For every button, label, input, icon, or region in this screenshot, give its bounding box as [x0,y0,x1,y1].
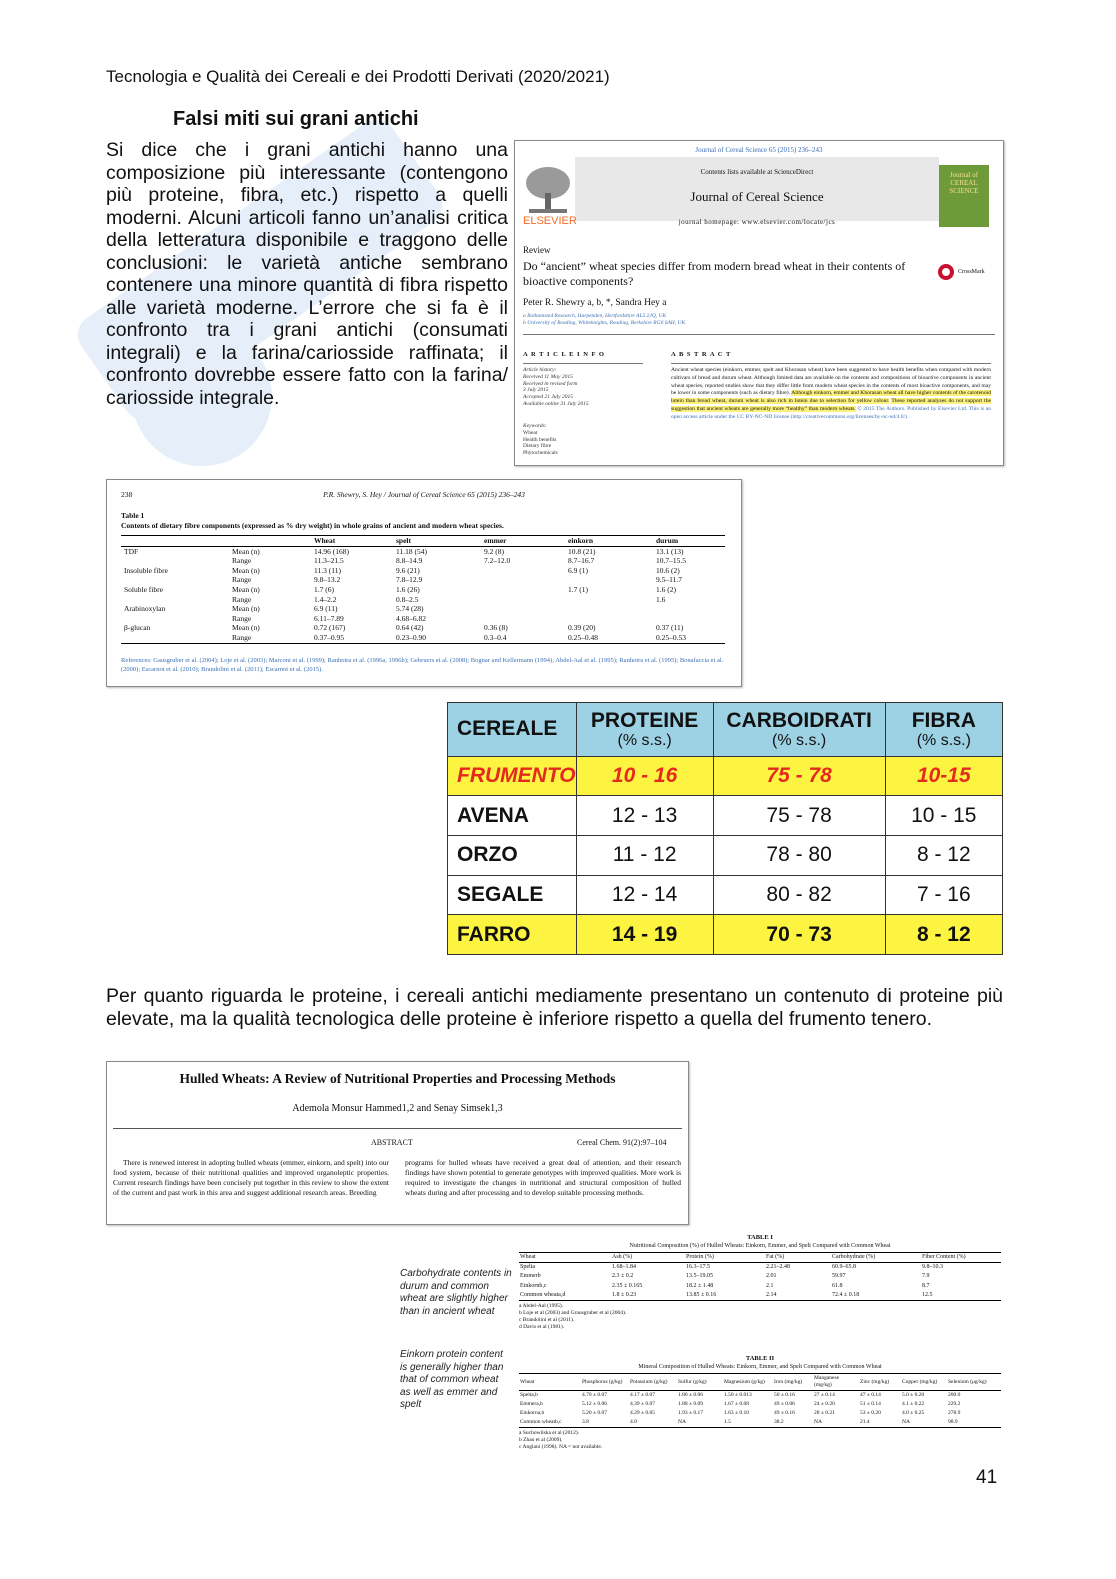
paper2-authors: Ademola Monsur Hammed1,2 and Senay Simsek1,3 [292,1103,503,1114]
table-row: Emmerb 2.3 ± 0.2 13.5–19.05 2.01 59.97 7.9 [520,1273,930,1280]
section-title: Falsi miti sui grani antichi [173,108,419,130]
table-row: β-glucan Mean (n) 0.72 (167) 0.64 (42) 0.36 (8) 0.39 (20) 0.37 (11) [124,623,684,633]
highlight-2: These reported analyses do not support the suggestion that ancient wheats are generally more “healthy” than modern wheats. [671,398,991,412]
article-type: Review [523,245,551,255]
paper-authors: Peter R. Shewry a, b, *, Sandra Hey a [523,298,667,308]
table-row: Einkornb,c 2.35 ± 0.165 18.2 ± 1.48 2.1 61.8 8.7 [520,1282,930,1289]
journal-banner [575,157,939,226]
table-row: Range 11.3–21.5 8.8–14.9 7.2–12.0 8.7–16.7 10.7–15.5 [232,556,686,566]
note-einkorn-protein: Einkorn protein content is generally higher than that of common wheat as well as emmer and spelt [400,1349,504,1411]
elsevier-logo: ELSEVIER [523,215,577,227]
table-header-row: Wheat Phosphorus (g/kg) Potassium (g/kg) Sulfur (g/kg) Magnesium (g/kg) Iron (mg/kg) Manganese (mg/kg) Zinc (mg/kg) Copper (mg/kg) Selenium (μg/kg) [519,1374,1001,1391]
highlight-1: Although einkorn, emmer and Khorasan wheat all have higher contents of the carotenoid lutein than bread wheat, durum wheat is also rich in lutein due to selection for yellow colour. [671,390,991,405]
paper2-abstract-col1: There is renewed interest in adopting hulled wheats (emmer, einkorn, and spelt) into our food system, because of their nutritional qualities and improved organoleptic properties. Current research findings have been concisely put together in this review to show the extent of the current and past work in this area and suggest additional research areas. Breeding [113,1158,389,1197]
paper-title: Do “ancient” wheat species differ from modern bread wheat in their contents of bioactive components? [523,259,906,288]
table-row-orzo: ORZO 11 - 12 78 - 80 8 - 12 [448,836,1003,876]
page-number-238: 238 [121,490,133,499]
intro-paragraph: Si dice che i grani antichi hanno una composizione più interessante (contengono più proteine, fibra, etc.) rispetto a quelli moderni. Alcuni articoli fanno un’analisi critica della letteratura disponibile e traggono delle conclusioni: le varietà antiche sembrano contenere una minore quantità di fibra rispetto alle varietà moderne. L’errore che si fa è il confronto tra i grani antichi (consumati integrali) e la farina/cariosside raffinata; il confronto dovrebbe essere fatto con la farina/ cariosside integrale. [106,139,508,409]
fibre-data-table [121,535,725,644]
table-row: Soluble fibre Mean (n) 1.7 (6) 1.6 (26) 1.7 (1) 1.6 (2) [124,584,676,594]
table-row: Insoluble fibre Mean (n) 11.3 (11) 9.6 (21) 6.9 (1) 10.6 (2) [124,565,680,575]
body-paragraph: Per quanto riguarda le proteine, i cereali antichi mediamente presentano un contenuto di proteine più elevate, ma la qualità tecnologica delle proteine è inferiore rispetto a quella del frumento tenero. [106,985,1003,1030]
table-header-row: Wheat Ash (%) Protein (%) Fat (%) Carbohydrate (%) Fiber Content (%) [519,1253,1001,1263]
crossmark-icon [937,263,955,281]
page-number: 41 [976,1467,998,1488]
journal-homepage: journal homepage: www.elsevier.com/locate/jcs [678,218,836,226]
affiliation-b: b University of Reading, Whiteknights, Reading, Berkshire RG6 6AH, UK [523,320,686,326]
table-I-nutritional: TABLE I Nutritional Composition (%) of Hulled Wheats: Einkorn, Emmer, and Spelt Compared with Common Wheat Wheat Ash (%) Protein (%) Fat (%) Carbohydrate (%) Fiber Content (%) Spelta 1.68–1.84 16.3–17.5 2.21–2.48 60.9–65.8 9.8–10.3 Emmerb 2.3 ± 0.2 13.5–19.05 2.01 59.97 7.9 Einkornb,c 2.35 ± 0.165 18.2 ± 1.48 2.1 61.8 8.7 Common wheata,d 1.8 ± 0.23 13.85 ± 0.16 2.14 72.4 ± 0.18 12.5 a Abdel-Aal (1995). b Loje et al (2003) and Grausgruber et al (2004). c Brandolini et al (2011). d Davis et al (1981). [519,1234,1001,1331]
table-row-segale: SEGALE 12 - 14 80 - 82 7 - 16 [448,875,1003,915]
table-row: Range 9.8–13.2 7.8–12.9 9.5–11.7 [232,575,682,585]
table-I-footnotes: a Abdel-Aal (1995). b Loje et al (2003) and Grausgruber et al (2004). c Brandolini et al (2011). d Davis et al (1981). [519,1303,627,1331]
table-II-mineral: TABLE II Mineral Composition of Hulled Wheats: Einkorn, Emmer, and Spelt Compared with Common Wheat Wheat Phosphorus (g/kg) Potassium (g/kg) Sulfur (g/kg) Magnesium (g/kg) Iron (mg/kg) Manganese (mg/kg) Zinc (mg/kg) Copper (mg/kg) Selenium (μg/kg) Spelta,b 4.70 ± 0.07 4.17 ± 0.07 1.80 ± 0.06 1.50 ± 0.013 50 ± 0.16 27 ± 0.14 47 ± 0.14 5.0 ± 0.20 200.0 Emmera,b 5.12 ± 0.06 4.39 ± 0.07 1.88 ± 0.09 1.67 ± 0.08 49 ± 0.06 24 ± 0.20 51 ± 0.14 4.1 ± 0.22 229.2 Einkorna,b 5.20 ± 0.07 4.29 ± 0.05 1.93 ± 0.17 1.63 ± 0.10 49 ± 0.16 28 ± 0.21 53 ± 0.20 4.0 ± 0.25 278.9 Common wheatb,c 3.8 4.0 NA 1.5 38.2 NA 21.4 NA 98.9 a Suchowilska et al (2012). b Zhao et al (2009). c Anglani (1998). NA = not available. [519,1355,1001,1451]
paper2-abstract-col2: programs for hulled wheats have received a great deal of attention, and their research findings have shown potential to generate genotypes with improved qualities. More work is required to investigate the changes in nutritional and structural composition of hulled wheats during and after processing and to develop suitable processing methods. [405,1158,681,1197]
article-info-heading: A R T I C L E I N F O [523,351,605,358]
table-row: Emmera,b 5.12 ± 0.06 4.39 ± 0.07 1.88 ± 0.09 1.67 ± 0.08 49 ± 0.06 24 ± 0.20 51 ± 0.14 4.1 ± 0.22 229.2 [520,1401,961,1407]
cereal-composition-table [447,702,1003,955]
table-II-footnotes: a Suchowilska et al (2012). b Zhao et al (2009). c Anglani (1998). NA = not available. [519,1430,603,1450]
journal-line: Journal of Cereal Science 65 (2015) 236–243 [695,146,823,154]
table-row: Spelta,b 4.70 ± 0.07 4.17 ± 0.07 1.80 ± 0.06 1.50 ± 0.013 50 ± 0.16 27 ± 0.14 47 ± 0.14 5.0 ± 0.20 200.0 [520,1392,961,1398]
abstract-heading: A B S T R A C T [671,351,732,358]
journal-name: Journal of Cereal Science [690,189,824,204]
paper-excerpt-fibre-table [106,479,742,687]
table-row-avena: AVENA 12 - 13 75 - 78 10 - 15 [448,796,1003,836]
table-row-farro: FARRO 14 - 19 70 - 73 8 - 12 [448,915,1003,955]
table-row: Common wheata,d 1.8 ± 0.23 13.85 ± 0.16 2.14 72.4 ± 0.18 12.5 [519,1291,1001,1301]
table-row-frumento: FRUMENTO 10 - 16 75 - 78 10-15 [448,756,1003,796]
paper-excerpt-journal-of-cereal-science [514,140,1004,466]
journal-cover: Journal of CEREAL SCIENCE [939,165,989,227]
table-header-row: Wheat spelt emmer einkorn durum [121,536,725,547]
divider [113,1128,682,1129]
table-row: Arabinoxylan Mean (n) 6.9 (11) 5.74 (28) [124,604,424,614]
table-row: Range 1.4–2.2 0.8–2.5 1.6 [232,594,666,604]
paper-abstract: Ancient wheat species (einkorn, emmer, spelt and Khorasan wheat) have been suggested to have health benefits when compared with modern cultivars of bread and durum wheat. Although limited data are available on the contents and compositions of bioactive components in ancient wheat species, reported studies show that they differ little from modern wheat species in the contents of most bioactive components, and may be lower in some components (such as dietary fibre). Although einkorn, emmer and Khorasan wheat all have higher contents of the carotenoid lutein than bread wheat, durum wheat is also rich in lutein due to selection for yellow colour. These reported analyses do not support the suggestion that ancient wheats are generally more “healthy” than modern wheats. © 2015 The Authors. Published by Elsevier Ltd. This is an open access article under the CC BY-NC-ND license (http://creativecommons.org/licenses/by-nc-nd/4.0/). [671,367,991,420]
table-row: Range 0.37–0.95 0.23–0.90 0.3–0.4 0.25–0.48 0.25–0.53 [121,633,725,643]
crossmark-label: CrossMark [958,269,985,275]
table-caption: Contents of dietary fibre components (expressed as % dry weight) in whole grains of ancient and modern wheat species. [121,521,504,530]
table-row: TDF Mean (n) 14.96 (168) 11.18 (54) 9.2 (8) 10.8 (21) 13.1 (13) [124,546,684,556]
keywords: Keywords: Wheat Health benefits Dietary fibre Phytochemicals [523,423,558,457]
table-row: Spelta 1.68–1.84 16.3–17.5 2.21–2.48 60.9–65.8 9.8–10.3 [520,1264,943,1271]
table-row: Common wheatb,c 3.8 4.0 NA 1.5 38.2 NA 21.4 NA 98.9 [519,1418,1001,1428]
cereal-table-header: CEREALE PROTEINE (% s.s.) CARBOIDRATI (% s.s.) FIBRA (% s.s.) [448,703,1003,757]
paper2-abstract-heading: ABSTRACT [371,1138,413,1147]
divider [523,334,995,335]
table-label: Table 1 [121,511,145,520]
divider [671,363,991,364]
page-header: Tecnologia e Qualità dei Cereali e dei Prodotti Derivati (2020/2021) [106,67,610,86]
paper2-title: Hulled Wheats: A Review of Nutritional Properties and Processing Methods [179,1071,616,1086]
divider [523,363,643,364]
article-history: Article history: Received 11 May 2015 Received in revised form 3 July 2015 Accepted 21 July 2015 Available online 31 July 2015 [523,367,589,407]
affiliation-a: a Rothamsted Research, Harpenden, Hertfordshire AL5 2JQ, UK [523,313,667,319]
paper2-citation: Cereal Chem. 91(2):97–104 [577,1138,667,1147]
elsevier-tree-icon [523,165,573,215]
running-head: P.R. Shewry, S. Hey / Journal of Cereal Science 65 (2015) 236–243 [323,490,525,499]
table-row: Einkorna,b 5.20 ± 0.07 4.29 ± 0.05 1.93 ± 0.17 1.63 ± 0.10 49 ± 0.16 28 ± 0.21 53 ± 0.20 4.0 ± 0.25 278.9 [520,1410,961,1416]
paper-excerpt-hulled-wheats [106,1061,689,1225]
note-carbohydrate: Carbohydrate contents in durum and common wheat are slightly higher than in ancient wheat [400,1268,512,1317]
table-references: References: Gausgruber et al. (2004); Loje et al. (2003); Marconi et al. (1999); Ranhotra et al. (1996a, 1996b); Gebruers et al. (2008); Bognar and Kellermann (1994); Abdel-Aal et al. (1995); Ranhotra et al. (1995); Bonafaccia et al. (2000); Escarnot et al. (2010); Brandolini et al. (2011); Escarnot et al. (2015). [121,657,724,673]
table-row: Range 6.11–7.89 4.68–6.82 [232,613,426,623]
contents-line: Contents lists available at ScienceDirect [700,168,814,176]
